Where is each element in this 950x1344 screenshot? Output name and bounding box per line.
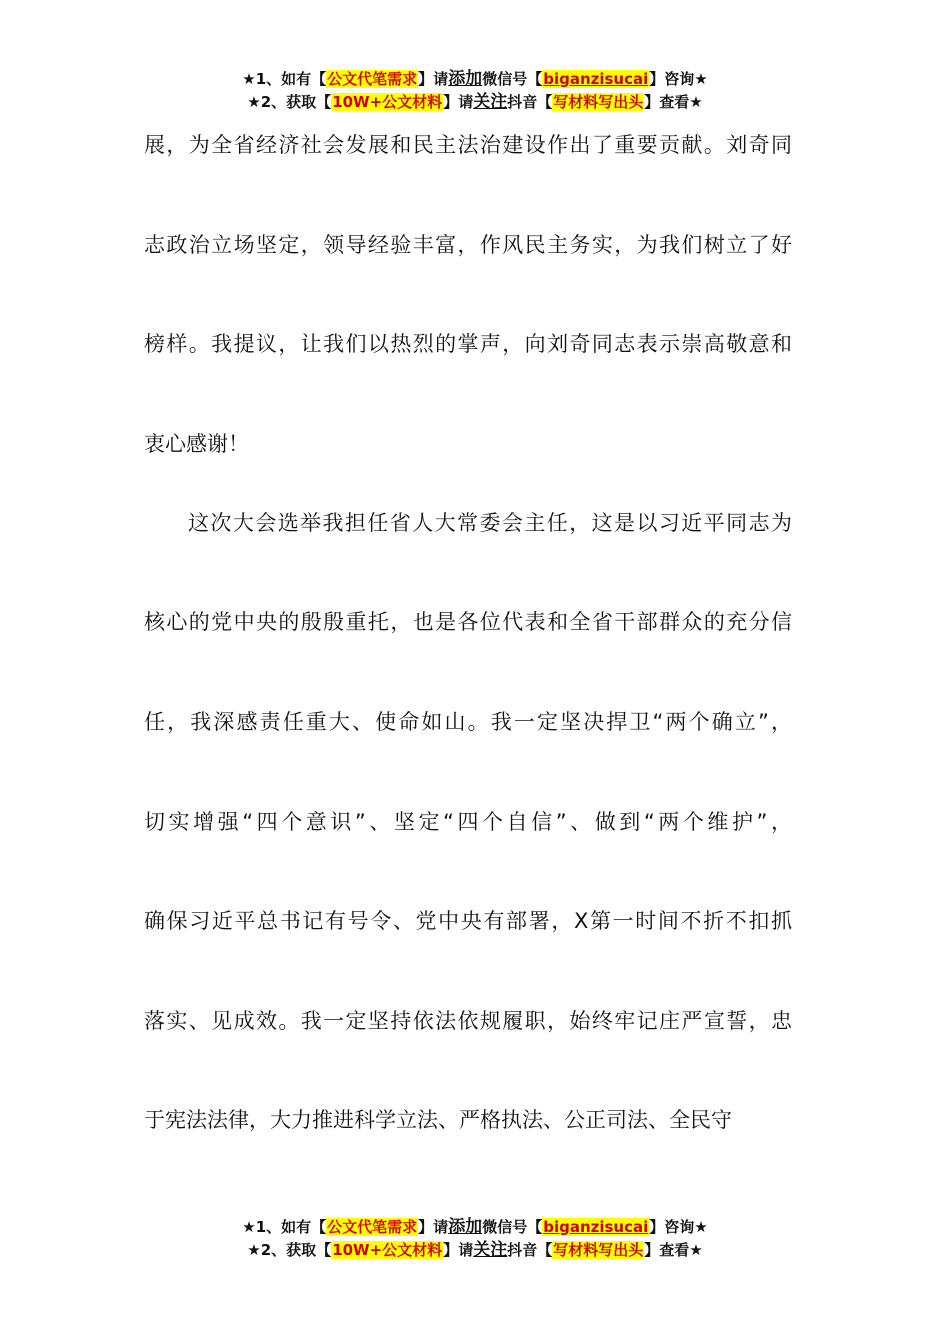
banner-text: 】查看★ <box>644 1241 703 1259</box>
banner-text: 抖音【 <box>507 93 553 111</box>
wechat-id-highlight: biganzisucai <box>543 70 649 88</box>
banner-text: ★2、获取【 <box>247 93 332 111</box>
banner-text: 微信号【 <box>482 1218 543 1236</box>
douyin-name-highlight: 写材料写出头 <box>553 1241 644 1259</box>
banner-text: 】咨询★ <box>649 1218 708 1236</box>
action-emphasis: 添加 <box>448 69 483 89</box>
action-emphasis: 关注 <box>473 1240 508 1260</box>
body-line: 志政治立场坚定，领导经验丰富，作风民主务实，为我们树立了好 <box>144 233 792 257</box>
banner-text: 】咨询★ <box>649 70 708 88</box>
material-highlight: 10W+公文材料 <box>332 93 443 111</box>
banner-text: ★1、如有【 <box>242 1218 327 1236</box>
body-line: 衷心感谢！ <box>144 432 249 456</box>
banner-text: 】请 <box>443 93 474 111</box>
banner-text: 抖音【 <box>507 1241 553 1259</box>
material-highlight: 10W+公文材料 <box>332 1241 443 1259</box>
body-line: 展，为全省经济社会发展和民主法治建设作出了重要贡献。刘奇同 <box>144 133 792 157</box>
action-emphasis: 关注 <box>473 92 508 112</box>
body-line: 于宪法法律，大力推进科学立法、严格执法、公正司法、全民守 <box>144 1108 732 1132</box>
banner-text: ★1、如有【 <box>242 70 327 88</box>
action-emphasis: 添加 <box>448 1217 483 1237</box>
banner-text: 微信号【 <box>482 70 543 88</box>
banner-text: 】请 <box>418 1218 449 1236</box>
body-line: 落实、见成效。我一定坚持依法依规履职，始终牢记庄严宣誓，忠 <box>144 1009 792 1033</box>
body-line: 确保习近平总书记有号令、党中央有部署，X第一时间不折不扣抓 <box>144 909 792 933</box>
body-line: 榜样。我提议，让我们以热烈的掌声，向刘奇同志表示崇高敬意和 <box>144 332 792 356</box>
body-line: 任，我深感责任重大、使命如山。我一定坚决捍卫“两个确立”， <box>144 710 792 734</box>
banner-line-1 <box>0 1216 950 1239</box>
banner-text: 】请 <box>443 1241 474 1259</box>
banner-line-2 <box>0 1239 950 1262</box>
header-banner <box>0 68 950 114</box>
body-line: 切实增强“四个意识”、坚定“四个自信”、做到“两个维护”， <box>144 810 792 834</box>
banner-line-2 <box>0 91 950 114</box>
footer-banner <box>0 1216 950 1262</box>
service-highlight: 公文代笔需求 <box>327 1218 418 1236</box>
service-highlight: 公文代笔需求 <box>327 70 418 88</box>
banner-text: 】查看★ <box>644 93 703 111</box>
body-line: 核心的党中央的殷殷重托，也是各位代表和全省干部群众的充分信 <box>144 610 792 634</box>
banner-line-1 <box>0 68 950 91</box>
banner-text: ★2、获取【 <box>247 1241 332 1259</box>
douyin-name-highlight: 写材料写出头 <box>553 93 644 111</box>
wechat-id-highlight: biganzisucai <box>543 1218 649 1236</box>
banner-text: 】请 <box>418 70 449 88</box>
paragraph-first-line: 这次大会选举我担任省人大常委会主任，这是以习近平同志为 <box>188 511 792 535</box>
